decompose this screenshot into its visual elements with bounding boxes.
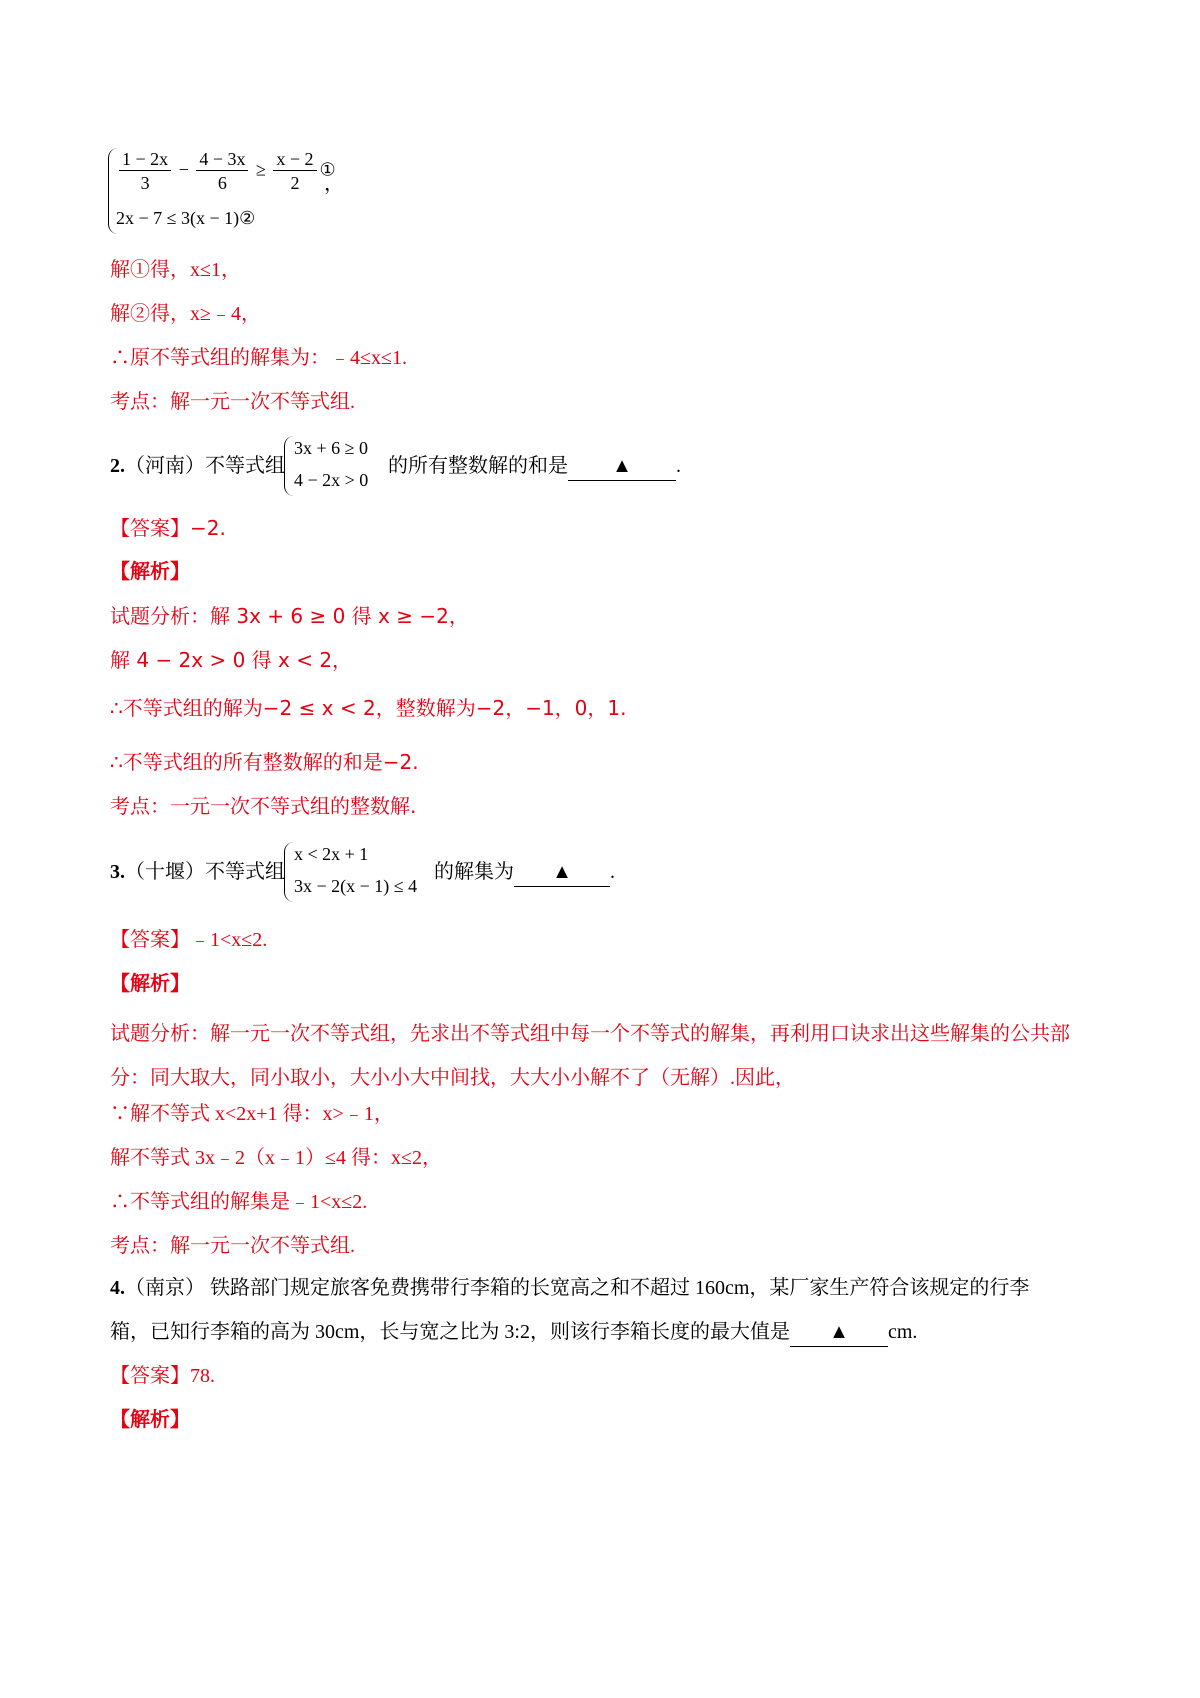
p1-kaodian: 考点：解一元一次不等式组.: [110, 391, 355, 413]
q2-analysis-1: 试题分析：解 3x + 6 ≥ 0 得 x ≥ −2，: [110, 604, 469, 628]
inequality-system-3: x < 2x + 1 3x − 2(x − 1) ≤ 4: [284, 842, 434, 902]
q3-analysis: 试题分析：解一元一次不等式组，先求出不等式组中每一个不等式的解集，再利用口诀求出这些解集的公共部分：同大取大，同小取小，大小小大中间找，大大小小解不了（无解）.因此，: [110, 1023, 1070, 1089]
p1-conclusion: ∴原不等式组的解集为：﹣4≤x≤1.: [110, 347, 407, 369]
q2-answer: 【答案】−2.: [110, 516, 226, 540]
q3-step1: ∵解不等式 x<2x+1 得：x>﹣1，: [110, 1103, 394, 1125]
q3-kaodian: 考点：解一元一次不等式组.: [110, 1235, 355, 1257]
q2-jiexi: 【解析】: [110, 561, 190, 583]
system-row-2: 2x − 7 ≤ 3(x − 1)②: [116, 208, 256, 228]
q3-question-trail: 的解集为 ▲ .: [434, 858, 615, 887]
system-row-1: $\frac{1 - 2x}{3}$ − $\frac{4 - 3x}{6}$ ≥ $\frac{x - 2}{2}$ ①: [116, 148, 336, 195]
system-comma: ，: [324, 173, 344, 195]
inequality-system-2: 3x + 6 ≥ 0 4 − 2x > 0: [284, 436, 394, 496]
fraction: $\frac{x - 2}{2}$: [273, 148, 316, 195]
q4-answer: 【答案】78.: [110, 1365, 215, 1387]
q3-step2: 解不等式 3x﹣2（x﹣1）≤4 得：x≤2，: [110, 1147, 442, 1169]
q4-question-line2: 箱，已知行李箱的高为 30cm，长与宽之比为 3:2，则该行李箱长度的最大值是 ▲ cm.: [110, 1318, 917, 1347]
q2-question-trail: 的所有整数解的和是 ▲ .: [388, 452, 681, 481]
q2-question: 2.（河南）不等式组: [110, 455, 285, 477]
q4-jiexi: 【解析】: [110, 1409, 190, 1431]
q2-analysis-4: ∴不等式组的所有整数解的和是−2.: [110, 750, 419, 774]
p1-step2: 解②得，x≥﹣4，: [110, 303, 261, 325]
q2-analysis-2: 解 4 − 2x > 0 得 x < 2，: [110, 648, 353, 672]
q2-kaodian: 考点：一元一次不等式组的整数解.: [110, 794, 417, 818]
q3-question: 3.（十堰）不等式组: [110, 861, 285, 883]
q3-jiexi: 【解析】: [110, 973, 190, 995]
answer-blank[interactable]: ▲: [568, 452, 676, 481]
p1-step1: 解①得，x≤1，: [110, 259, 241, 281]
fraction: $\frac{4 - 3x}{6}$: [196, 148, 248, 195]
q3-conclusion: ∴不等式组的解集是﹣1<x≤2.: [110, 1191, 368, 1213]
q2-analysis-3: ∴不等式组的解为−2 ≤ x < 2，整数解为−2，−1，0，1.: [110, 696, 627, 720]
answer-blank[interactable]: ▲: [790, 1318, 888, 1347]
q3-answer: 【答案】﹣1<x≤2.: [110, 929, 268, 951]
answer-blank[interactable]: ▲: [514, 858, 610, 887]
q4-question-line1: 4.（南京） 铁路部门规定旅客免费携带行李箱的长宽高之和不超过 160cm，某厂家生产符合该规定的行李: [110, 1277, 1030, 1299]
fraction: $\frac{1 - 2x}{3}$: [119, 148, 171, 195]
